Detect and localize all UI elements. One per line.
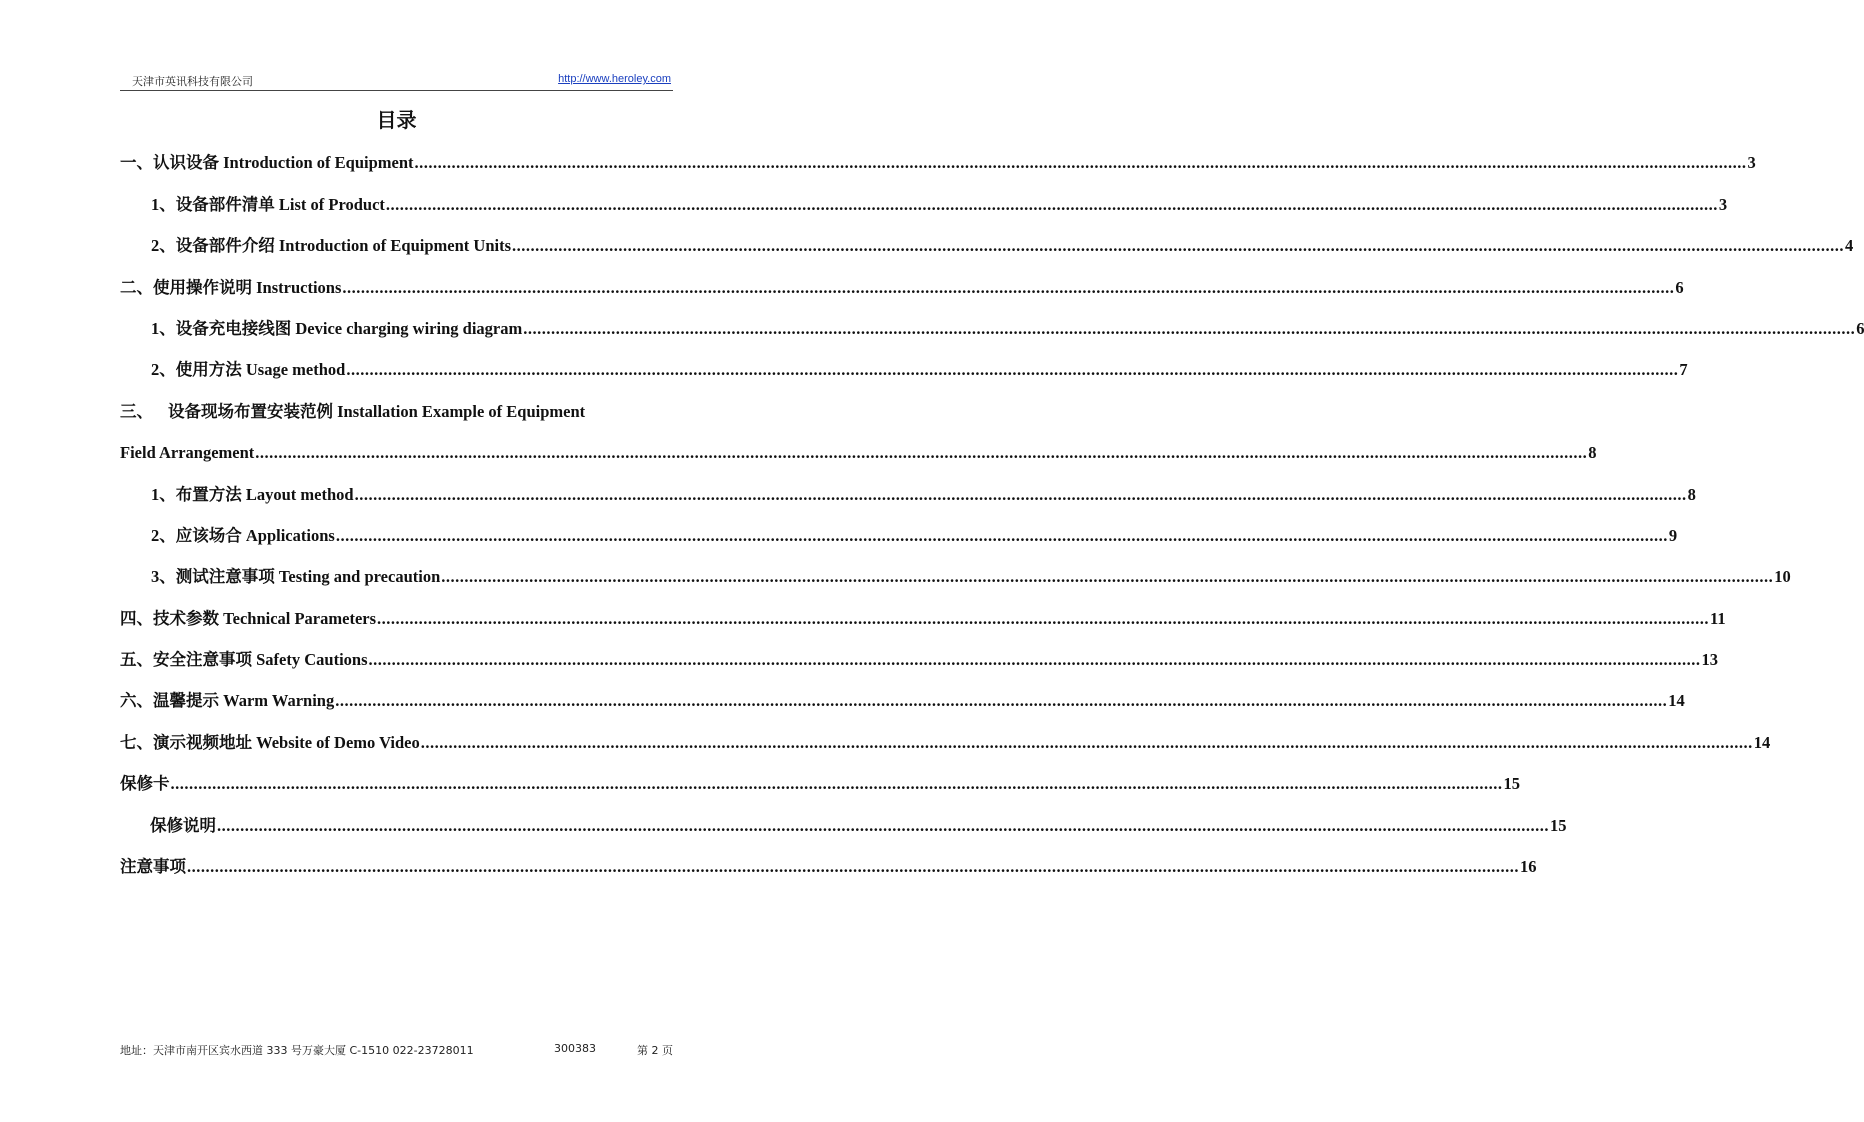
toc-entry-number: 2、 bbox=[151, 360, 176, 380]
toc-entry[interactable] bbox=[120, 388, 672, 429]
toc-leader-dots bbox=[369, 650, 1701, 670]
toc-entry-title: 注意事项 bbox=[120, 857, 186, 877]
toc-leader-dots bbox=[386, 195, 1718, 215]
toc-leader-dots bbox=[441, 567, 1773, 587]
toc-leader-dots bbox=[335, 691, 1667, 711]
toc-entry-page: 16 bbox=[1520, 857, 1537, 877]
toc-entry-page: 8 bbox=[1588, 443, 1597, 463]
toc-entry-number: 二、 bbox=[120, 277, 153, 297]
toc-entry[interactable] bbox=[120, 719, 1771, 760]
toc-leader-dots bbox=[346, 360, 1678, 380]
toc-entry-title: 认识设备 Introduction of Equipment bbox=[153, 153, 414, 173]
toc-entry-number: 五、 bbox=[120, 650, 153, 670]
footer-address: 地址：天津市南开区宾水西道 333 号万豪大厦 C-1510 022-23728011 bbox=[120, 1044, 474, 1057]
toc-entry[interactable] bbox=[120, 140, 1756, 181]
toc-leader-dots bbox=[523, 319, 1855, 339]
toc-entry-number: 一、 bbox=[120, 153, 153, 173]
toc-title: 目录 bbox=[376, 108, 417, 132]
toc-entry[interactable] bbox=[120, 595, 1726, 636]
toc-entry-number: 1、 bbox=[151, 318, 176, 338]
toc-entry-title: 测试注意事项 Testing and precaution bbox=[175, 567, 441, 587]
toc-entry-number: 2、 bbox=[151, 525, 176, 545]
toc-entry-title: 使用操作说明 Instructions bbox=[153, 277, 342, 297]
toc-entry-title-continuation: Field Arrangement bbox=[120, 443, 255, 463]
toc-entry-page: 15 bbox=[1550, 815, 1567, 835]
toc-entry-page: 10 bbox=[1774, 567, 1791, 587]
toc-list bbox=[120, 140, 1864, 885]
toc-entry-number: 四、 bbox=[120, 608, 153, 628]
toc-entry-title: 使用方法 Usage method bbox=[175, 360, 346, 380]
toc-entry[interactable] bbox=[120, 181, 1728, 222]
toc-entry-page: 14 bbox=[1668, 691, 1685, 711]
toc-entry-page: 3 bbox=[1747, 153, 1756, 173]
header-company-name: 天津市英讯科技有限公司 bbox=[132, 75, 253, 88]
toc-entry-number: 2、 bbox=[151, 236, 176, 256]
toc-entry-number: 七、 bbox=[120, 732, 153, 752]
toc-leader-dots bbox=[342, 278, 1674, 298]
toc-entry[interactable] bbox=[120, 844, 1537, 885]
toc-leader-dots bbox=[512, 236, 1844, 256]
toc-entry[interactable] bbox=[120, 306, 1864, 347]
toc-entry-title: 设备部件清单 List of Product bbox=[175, 194, 385, 214]
toc-entry-title: 安全注意事项 Safety Cautions bbox=[153, 650, 368, 670]
toc-entry[interactable] bbox=[120, 678, 1685, 719]
toc-entry[interactable] bbox=[120, 761, 1520, 802]
toc-entry-page: 6 bbox=[1856, 318, 1864, 338]
header-rule bbox=[120, 90, 673, 91]
footer-postcode: 300383 bbox=[554, 1042, 596, 1055]
toc-leader-dots bbox=[421, 733, 1753, 753]
toc-entry[interactable] bbox=[120, 513, 1678, 554]
toc-entry-title: 设备现场布置安装范例 Installation Example of Equipment bbox=[168, 401, 586, 421]
toc-entry-page: 3 bbox=[1718, 194, 1728, 214]
toc-entry-title: 温馨提示 Warm Warning bbox=[153, 691, 335, 711]
toc-entry[interactable] bbox=[120, 802, 1567, 843]
toc-entry-title: 演示视频地址 Website of Demo Video bbox=[153, 732, 420, 752]
toc-entry[interactable] bbox=[120, 471, 1696, 512]
toc-entry-title: 技术参数 Technical Parameters bbox=[153, 608, 377, 628]
toc-entry-page: 15 bbox=[1503, 774, 1520, 794]
toc-entry-title: 应该场合 Applications bbox=[175, 525, 335, 545]
header-website-link[interactable]: http://www.heroley.com bbox=[558, 73, 671, 85]
toc-entry-page: 14 bbox=[1753, 732, 1771, 752]
toc-entry-title: 设备部件介绍 Introduction of Equipment Units bbox=[175, 236, 511, 256]
toc-entry-page: 4 bbox=[1845, 236, 1854, 256]
toc-entry-page: 7 bbox=[1679, 360, 1688, 380]
toc-leader-dots bbox=[355, 485, 1687, 505]
toc-entry[interactable] bbox=[120, 554, 1791, 595]
toc-entry-title: 保修说明 bbox=[150, 815, 216, 835]
toc-entry-title: 布置方法 Layout method bbox=[175, 484, 354, 504]
toc-leader-dots bbox=[217, 816, 1549, 836]
toc-entry-continuation[interactable] bbox=[120, 430, 1597, 471]
toc-entry-title: 设备充电接线图 Device charging wiring diagram bbox=[175, 318, 523, 338]
toc-entry-number: 六、 bbox=[120, 691, 153, 711]
toc-entry-page: 9 bbox=[1668, 525, 1678, 545]
toc-leader-dots bbox=[336, 526, 1668, 546]
toc-entry-number: 三、 bbox=[120, 401, 153, 421]
toc-leader-dots bbox=[415, 153, 1747, 173]
toc-entry-page: 8 bbox=[1687, 484, 1696, 504]
toc-entry[interactable] bbox=[120, 637, 1719, 678]
footer-page-number: 第 2 页 bbox=[637, 1044, 673, 1057]
toc-leader-dots bbox=[377, 609, 1709, 629]
toc-leader-dots bbox=[255, 443, 1587, 463]
toc-entry[interactable] bbox=[120, 347, 1688, 388]
toc-entry-number: 3、 bbox=[151, 567, 176, 587]
toc-entry-number: 1、 bbox=[151, 484, 176, 504]
toc-entry-page: 6 bbox=[1675, 277, 1684, 297]
toc-leader-dots bbox=[171, 774, 1503, 794]
toc-entry[interactable] bbox=[120, 223, 1854, 264]
toc-entry[interactable] bbox=[120, 264, 1684, 305]
toc-entry-page: 11 bbox=[1710, 608, 1726, 628]
toc-entry-page: 13 bbox=[1701, 650, 1719, 670]
toc-leader-dots bbox=[187, 857, 1519, 877]
toc-entry-number: 1、 bbox=[151, 194, 176, 214]
toc-entry-title: 保修卡 bbox=[120, 774, 170, 794]
